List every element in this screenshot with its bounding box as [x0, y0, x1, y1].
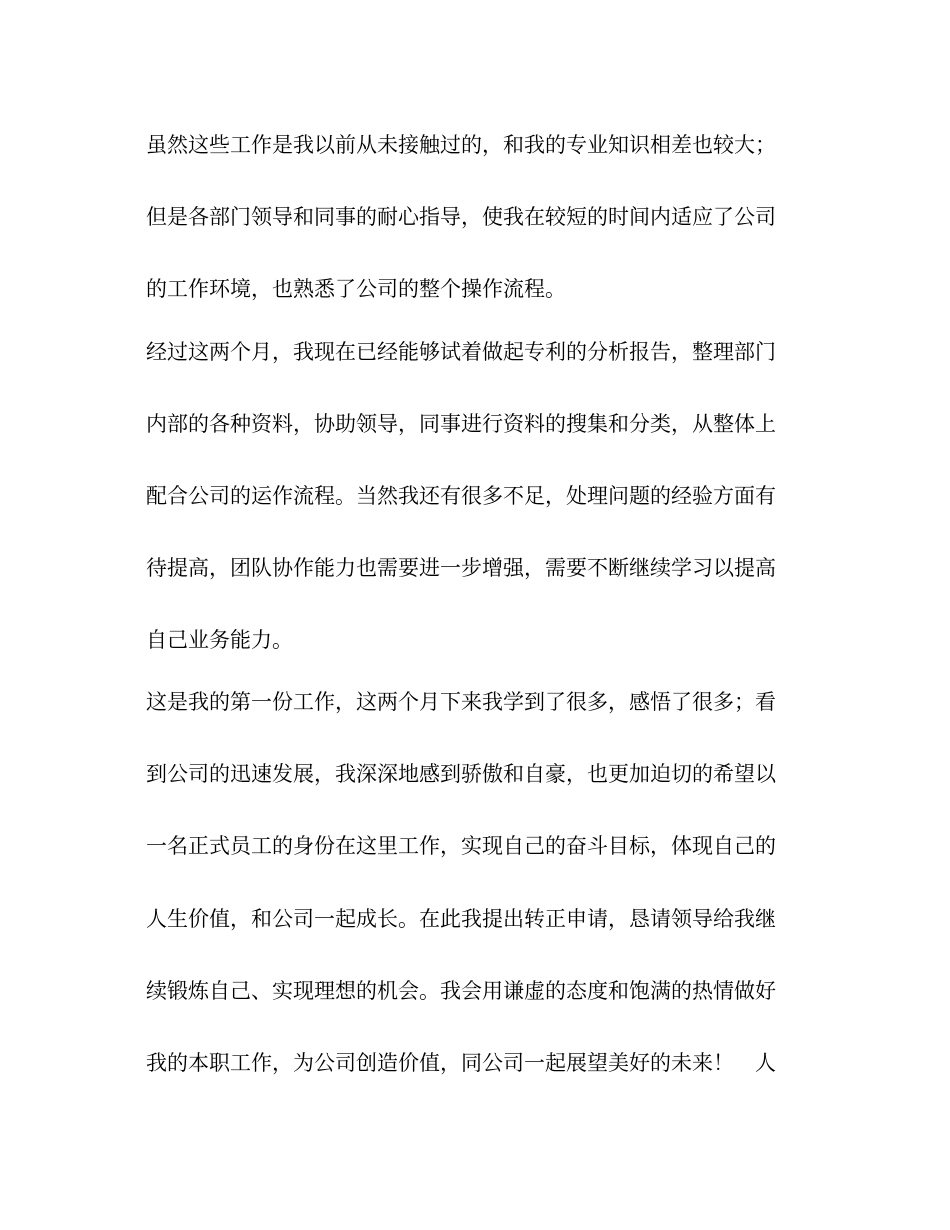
- text-line: 我的本职工作，为公司创造价值，同公司一起展望美好的未来！ 人: [146, 1051, 776, 1075]
- text-line: 续锻炼自己、实现理想的机会。我会用谦虚的态度和饱满的热情做好: [146, 979, 776, 1003]
- text-line: 这是我的第一份工作，这两个月下来我学到了很多，感悟了很多；看: [146, 690, 776, 714]
- text-line: 自己业务能力。: [146, 628, 293, 652]
- text-line: 到公司的迅速发展，我深深地感到骄傲和自豪，也更加迫切的希望以: [146, 762, 776, 786]
- text-line: 人生价值，和公司一起成长。在此我提出转正申请，恳请领导给我继: [146, 907, 776, 931]
- text-line: 待提高，团队协作能力也需要进一步增强，需要不断继续学习以提高: [146, 556, 776, 580]
- text-line: 内部的各种资料，协助领导，同事进行资料的搜集和分类，从整体上: [146, 412, 776, 436]
- text-line: 配合公司的运作流程。当然我还有很多不足，处理问题的经验方面有: [146, 484, 776, 508]
- text-line: 但是各部门领导和同事的耐心指导，使我在较短的时间内适应了公司: [146, 205, 776, 229]
- text-line: 的工作环境，也熟悉了公司的整个操作流程。: [146, 277, 566, 301]
- text-line: 经过这两个月，我现在已经能够试着做起专利的分析报告，整理部门: [146, 340, 776, 364]
- text-line: 一名正式员工的身份在这里工作，实现自己的奋斗目标，体现自己的: [146, 834, 776, 858]
- text-line: 虽然这些工作是我以前从未接触过的，和我的专业知识相差也较大；: [146, 133, 776, 157]
